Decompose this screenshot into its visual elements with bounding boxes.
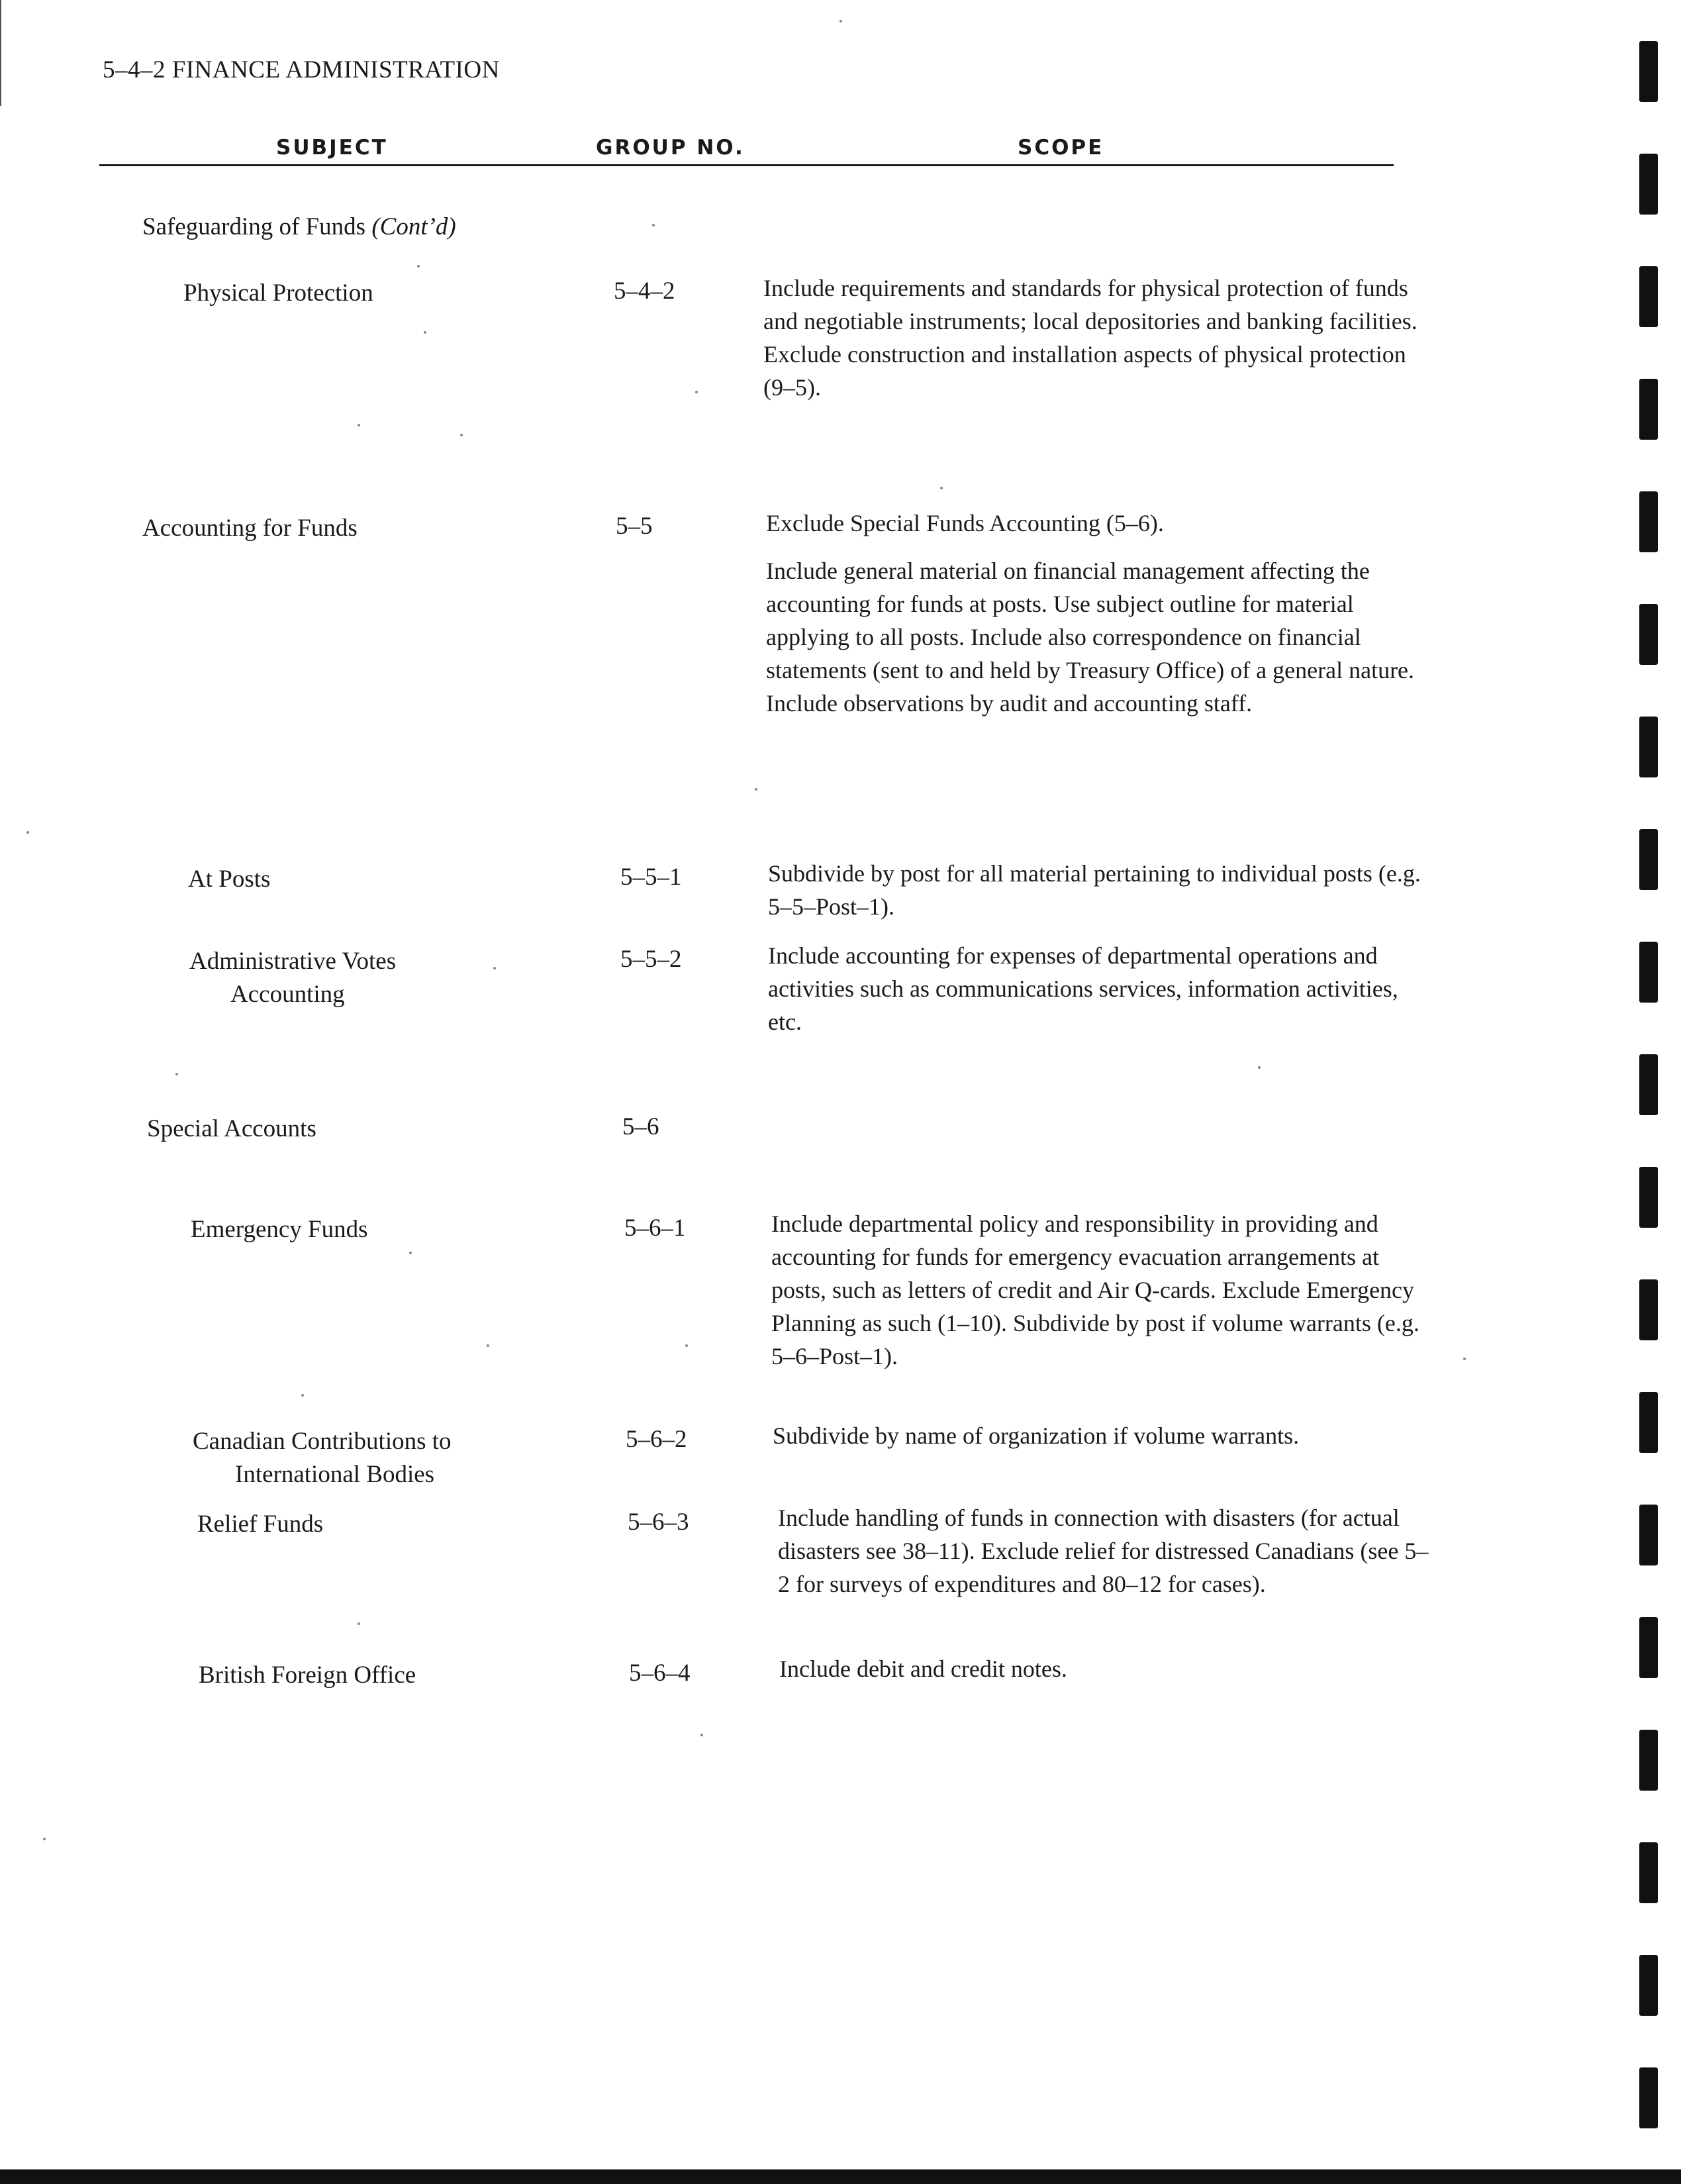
scan-speck bbox=[43, 1838, 46, 1840]
scope-paragraph: Exclude Special Funds Accounting (5–6). bbox=[766, 510, 1164, 536]
scope-paragraph: Include departmental policy and responsibility in providing and accounting for funds for emergency evacuation arrangements at posts, such as letters of credit and Air Q-cards. Exclude Emergency Planning as such (1–10). Subdivide by post if volume warrants (e.g. 5–6–Post–1). bbox=[771, 1211, 1419, 1369]
subject-label: At Posts bbox=[188, 866, 271, 893]
scan-speck bbox=[493, 967, 496, 969]
group-column-header: GROUP NO. bbox=[596, 136, 745, 160]
binding-hole-mark bbox=[1639, 942, 1658, 1003]
binding-hole-mark bbox=[1639, 1730, 1658, 1791]
binding-hole-mark bbox=[1639, 154, 1658, 215]
binding-hole-mark bbox=[1639, 266, 1658, 327]
subject-label: Physical Protection bbox=[183, 279, 373, 307]
scope-text bbox=[763, 272, 1425, 404]
binding-hole-mark bbox=[1639, 2067, 1658, 2128]
scan-speck bbox=[175, 1073, 178, 1075]
page-edge bbox=[0, 0, 1, 106]
binding-hole-mark bbox=[1639, 1392, 1658, 1453]
binding-hole-mark bbox=[1639, 1054, 1658, 1115]
group-number: 5–6 bbox=[622, 1113, 659, 1140]
subject-label: Emergency Funds bbox=[191, 1216, 368, 1243]
group-number: 5–5–2 bbox=[620, 946, 682, 973]
scope-text bbox=[773, 1419, 1435, 1452]
scan-speck bbox=[460, 434, 463, 436]
scope-text bbox=[779, 1652, 1441, 1685]
binding-hole-mark bbox=[1639, 717, 1658, 777]
scan-speck bbox=[1463, 1358, 1466, 1360]
subject-column-header: SUBJECT bbox=[276, 136, 388, 160]
binding-hole-mark bbox=[1639, 604, 1658, 665]
scope-paragraph: Include requirements and standards for physical protection of funds and negotiable instruments; local depositories and banking facilities. Exclude construction and installation aspects of physical protection (9–5). bbox=[763, 275, 1417, 401]
subject-label: Safeguarding of Funds bbox=[142, 213, 366, 240]
scan-speck bbox=[695, 391, 698, 393]
subject-label-continuation: International Bodies bbox=[235, 1461, 435, 1488]
scope-text bbox=[778, 1501, 1440, 1601]
binding-hole-mark bbox=[1639, 379, 1658, 440]
binding-hole-mark bbox=[1639, 491, 1658, 552]
binding-hole-mark bbox=[1639, 41, 1658, 102]
scope-paragraph: Subdivide by name of organization if volume warrants. bbox=[773, 1422, 1300, 1449]
subject-label: Canadian Contributions to bbox=[193, 1428, 452, 1455]
page-bottom-edge bbox=[0, 2169, 1681, 2184]
binding-hole-mark bbox=[1639, 1617, 1658, 1678]
scan-speck bbox=[685, 1344, 688, 1347]
scope-paragraph: Include general material on financial management affecting the accounting for funds at posts. Use subject outline for material applying to all posts. Include also correspondence on financial statements (sent to and held by Treasury Office) of a general nature. Include observations by audit and accounting staff. bbox=[766, 558, 1415, 717]
group-number: 5–6–1 bbox=[624, 1215, 686, 1242]
subject-label-continuation: Accounting bbox=[230, 981, 345, 1008]
scope-paragraph: Subdivide by post for all material pertaining to individual posts (e.g. 5–5–Post–1). bbox=[768, 860, 1421, 920]
group-number: 5–4–2 bbox=[614, 277, 675, 305]
group-number: 5–6–3 bbox=[628, 1509, 689, 1536]
scan-speck bbox=[755, 788, 757, 791]
scan-speck bbox=[358, 1622, 360, 1625]
continued-label: (Cont’d) bbox=[371, 213, 456, 240]
scan-speck bbox=[301, 1394, 304, 1397]
scan-speck bbox=[487, 1344, 489, 1347]
binding-hole-mark bbox=[1639, 829, 1658, 890]
binding-hole-mark bbox=[1639, 1842, 1658, 1903]
binding-hole-mark bbox=[1639, 1279, 1658, 1340]
scope-text bbox=[768, 857, 1430, 923]
subject-label: Relief Funds bbox=[197, 1511, 324, 1538]
scope-text bbox=[771, 1207, 1433, 1373]
scan-speck bbox=[409, 1252, 412, 1254]
scan-speck bbox=[417, 265, 420, 268]
section-heading bbox=[142, 211, 456, 244]
group-number: 5–5–1 bbox=[620, 864, 682, 891]
group-number: 5–5 bbox=[616, 513, 653, 540]
scan-speck bbox=[1258, 1066, 1261, 1069]
scan-speck bbox=[840, 20, 842, 23]
scan-speck bbox=[700, 1734, 703, 1736]
scope-paragraph: Include accounting for expenses of departmental operations and activities such as communications services, information activities, etc. bbox=[768, 942, 1398, 1035]
group-number: 5–6–4 bbox=[629, 1660, 691, 1687]
scan-speck bbox=[424, 331, 426, 334]
scope-paragraph: Include handling of funds in connection with disasters (for actual disasters see 38–11). Exclude relief for distressed Canadians (see 5–2 for surveys of expenditures and 80–12 for cases). bbox=[778, 1505, 1429, 1597]
subject-label: British Foreign Office bbox=[199, 1662, 416, 1689]
scope-text bbox=[768, 939, 1430, 1038]
scan-speck bbox=[940, 487, 943, 489]
scan-speck bbox=[26, 831, 29, 834]
group-number: 5–6–2 bbox=[626, 1426, 687, 1453]
section-heading: Special Accounts bbox=[147, 1115, 316, 1142]
scope-text bbox=[766, 507, 1428, 720]
subject-label: Administrative Votes bbox=[189, 948, 397, 975]
page-title: 5–4–2 FINANCE ADMINISTRATION bbox=[103, 56, 500, 83]
header-rule bbox=[99, 164, 1394, 166]
scope-paragraph: Include debit and credit notes. bbox=[779, 1656, 1067, 1682]
scope-column-header: SCOPE bbox=[1018, 136, 1104, 160]
scan-speck bbox=[652, 224, 655, 226]
binding-hole-mark bbox=[1639, 1505, 1658, 1565]
scan-speck bbox=[358, 424, 360, 426]
binding-hole-mark bbox=[1639, 1955, 1658, 2016]
section-heading: Accounting for Funds bbox=[142, 515, 358, 542]
binding-hole-mark bbox=[1639, 1167, 1658, 1228]
